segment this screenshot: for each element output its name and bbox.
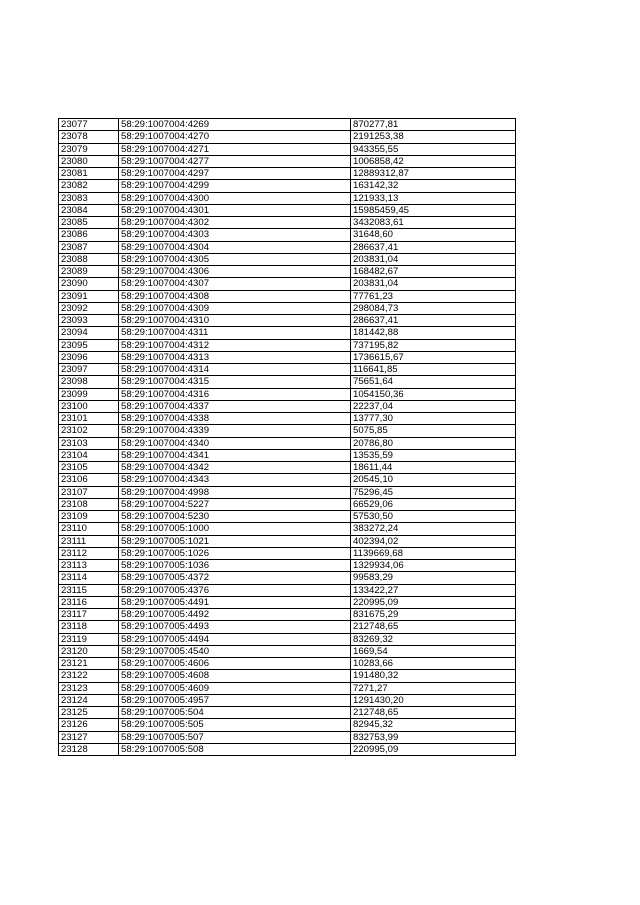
cadastral-number-cell: 58:29:1007004:4301	[119, 204, 351, 216]
table-row	[59, 266, 516, 278]
table-row	[59, 560, 516, 572]
cadastral-number-cell: 58:29:1007004:4312	[119, 339, 351, 351]
table-row	[59, 413, 516, 425]
row-number-cell: 23102	[59, 425, 119, 437]
value-cell: 1006858,42	[351, 155, 516, 167]
row-number-cell: 23078	[59, 131, 119, 143]
cadastral-number-cell: 58:29:1007004:4271	[119, 143, 351, 155]
value-cell: 75651,64	[351, 376, 516, 388]
value-cell: 66529,06	[351, 498, 516, 510]
row-number-cell: 23081	[59, 168, 119, 180]
value-cell: 3432083,61	[351, 217, 516, 229]
table-row	[59, 658, 516, 670]
row-number-cell: 23108	[59, 498, 119, 510]
value-cell: 13535,59	[351, 449, 516, 461]
value-cell: 1054150,36	[351, 388, 516, 400]
table-row	[59, 364, 516, 376]
table-row	[59, 694, 516, 706]
row-number-cell: 23126	[59, 719, 119, 731]
cadastral-number-cell: 58:29:1007004:4270	[119, 131, 351, 143]
table-row	[59, 633, 516, 645]
row-number-cell: 23121	[59, 658, 119, 670]
value-cell: 402394,02	[351, 535, 516, 547]
table-row	[59, 180, 516, 192]
cadastral-number-cell: 58:29:1007004:4308	[119, 290, 351, 302]
cadastral-number-cell: 58:29:1007005:1036	[119, 560, 351, 572]
row-number-cell: 23082	[59, 180, 119, 192]
table-row	[59, 731, 516, 743]
table-row	[59, 462, 516, 474]
cadastral-number-cell: 58:29:1007004:4343	[119, 474, 351, 486]
table-row	[59, 143, 516, 155]
table-row	[59, 609, 516, 621]
value-cell: 163142,32	[351, 180, 516, 192]
cadastral-number-cell: 58:29:1007005:4957	[119, 694, 351, 706]
table-row	[59, 204, 516, 216]
table-row	[59, 584, 516, 596]
table-row	[59, 131, 516, 143]
row-number-cell: 23084	[59, 204, 119, 216]
table-row	[59, 474, 516, 486]
table-row	[59, 535, 516, 547]
cadastral-number-cell: 58:29:1007005:4491	[119, 596, 351, 608]
data-table	[58, 118, 516, 756]
cadastral-number-cell: 58:29:1007005:4494	[119, 633, 351, 645]
row-number-cell: 23103	[59, 437, 119, 449]
cadastral-number-cell: 58:29:1007004:4310	[119, 315, 351, 327]
cadastral-number-cell: 58:29:1007005:505	[119, 719, 351, 731]
table-row	[59, 229, 516, 241]
table-row	[59, 253, 516, 265]
table-row	[59, 119, 516, 131]
value-cell: 1291430,20	[351, 694, 516, 706]
cadastral-number-cell: 58:29:1007004:4341	[119, 449, 351, 461]
table-row	[59, 315, 516, 327]
row-number-cell: 23105	[59, 462, 119, 474]
cadastral-number-cell: 58:29:1007005:504	[119, 707, 351, 719]
table-row	[59, 241, 516, 253]
value-cell: 870277,81	[351, 119, 516, 131]
table-row	[59, 168, 516, 180]
table-row	[59, 511, 516, 523]
value-cell: 383272,24	[351, 523, 516, 535]
value-cell: 191480,32	[351, 670, 516, 682]
cadastral-number-cell: 58:29:1007005:4609	[119, 682, 351, 694]
row-number-cell: 23107	[59, 486, 119, 498]
table-row	[59, 547, 516, 559]
row-number-cell: 23095	[59, 339, 119, 351]
table-row	[59, 400, 516, 412]
table-row	[59, 278, 516, 290]
value-cell: 203831,04	[351, 253, 516, 265]
table-row	[59, 486, 516, 498]
cadastral-number-cell: 58:29:1007004:4342	[119, 462, 351, 474]
value-cell: 298084,73	[351, 302, 516, 314]
table-row	[59, 376, 516, 388]
table-row	[59, 596, 516, 608]
value-cell: 83269,32	[351, 633, 516, 645]
value-cell: 75296,45	[351, 486, 516, 498]
table-row	[59, 217, 516, 229]
value-cell: 121933,13	[351, 192, 516, 204]
cadastral-number-cell: 58:29:1007004:4300	[119, 192, 351, 204]
table-row	[59, 388, 516, 400]
value-cell: 737195,82	[351, 339, 516, 351]
row-number-cell: 23089	[59, 266, 119, 278]
row-number-cell: 23104	[59, 449, 119, 461]
row-number-cell: 23077	[59, 119, 119, 131]
value-cell: 82945,32	[351, 719, 516, 731]
cadastral-number-cell: 58:29:1007004:4269	[119, 119, 351, 131]
table-row	[59, 498, 516, 510]
table-row	[59, 572, 516, 584]
cadastral-number-cell: 58:29:1007004:4302	[119, 217, 351, 229]
value-cell: 31648,60	[351, 229, 516, 241]
value-cell: 181442,88	[351, 327, 516, 339]
cadastral-number-cell: 58:29:1007004:4304	[119, 241, 351, 253]
value-cell: 12889312,87	[351, 168, 516, 180]
value-cell: 10283,66	[351, 658, 516, 670]
row-number-cell: 23123	[59, 682, 119, 694]
cadastral-number-cell: 58:29:1007005:1000	[119, 523, 351, 535]
row-number-cell: 23096	[59, 351, 119, 363]
cadastral-number-cell: 58:29:1007004:4340	[119, 437, 351, 449]
table-row	[59, 719, 516, 731]
row-number-cell: 23087	[59, 241, 119, 253]
row-number-cell: 23085	[59, 217, 119, 229]
row-number-cell: 23098	[59, 376, 119, 388]
table-row	[59, 425, 516, 437]
cadastral-number-cell: 58:29:1007004:4311	[119, 327, 351, 339]
row-number-cell: 23115	[59, 584, 119, 596]
table-row	[59, 302, 516, 314]
row-number-cell: 23088	[59, 253, 119, 265]
value-cell: 220995,09	[351, 596, 516, 608]
cadastral-number-cell: 58:29:1007004:4299	[119, 180, 351, 192]
table-row	[59, 707, 516, 719]
cadastral-number-cell: 58:29:1007005:4606	[119, 658, 351, 670]
row-number-cell: 23114	[59, 572, 119, 584]
cadastral-number-cell: 58:29:1007004:4305	[119, 253, 351, 265]
cadastral-number-cell: 58:29:1007005:4492	[119, 609, 351, 621]
value-cell: 133422,27	[351, 584, 516, 596]
row-number-cell: 23122	[59, 670, 119, 682]
row-number-cell: 23094	[59, 327, 119, 339]
table-row	[59, 339, 516, 351]
row-number-cell: 23079	[59, 143, 119, 155]
value-cell: 1139669,68	[351, 547, 516, 559]
value-cell: 116641,85	[351, 364, 516, 376]
cadastral-number-cell: 58:29:1007005:4493	[119, 621, 351, 633]
row-number-cell: 23124	[59, 694, 119, 706]
cadastral-number-cell: 58:29:1007005:4608	[119, 670, 351, 682]
value-cell: 168482,67	[351, 266, 516, 278]
row-number-cell: 23116	[59, 596, 119, 608]
cadastral-number-cell: 58:29:1007004:4313	[119, 351, 351, 363]
table-row	[59, 645, 516, 657]
cadastral-number-cell: 58:29:1007004:5230	[119, 511, 351, 523]
cadastral-number-cell: 58:29:1007005:4376	[119, 584, 351, 596]
cadastral-number-cell: 58:29:1007004:4337	[119, 400, 351, 412]
row-number-cell: 23086	[59, 229, 119, 241]
value-cell: 15985459,45	[351, 204, 516, 216]
cadastral-number-cell: 58:29:1007004:4316	[119, 388, 351, 400]
value-cell: 212748,65	[351, 707, 516, 719]
row-number-cell: 23111	[59, 535, 119, 547]
value-cell: 286637,41	[351, 241, 516, 253]
table-row	[59, 192, 516, 204]
table-row	[59, 670, 516, 682]
cadastral-number-cell: 58:29:1007005:4372	[119, 572, 351, 584]
table-row	[59, 743, 516, 755]
cadastral-number-cell: 58:29:1007005:508	[119, 743, 351, 755]
cadastral-number-cell: 58:29:1007005:4540	[119, 645, 351, 657]
row-number-cell: 23093	[59, 315, 119, 327]
row-number-cell: 23119	[59, 633, 119, 645]
value-cell: 203831,04	[351, 278, 516, 290]
row-number-cell: 23106	[59, 474, 119, 486]
value-cell: 212748,65	[351, 621, 516, 633]
value-cell: 57530,50	[351, 511, 516, 523]
table-row	[59, 290, 516, 302]
table-row	[59, 621, 516, 633]
row-number-cell: 23118	[59, 621, 119, 633]
row-number-cell: 23091	[59, 290, 119, 302]
cadastral-number-cell: 58:29:1007004:4307	[119, 278, 351, 290]
row-number-cell: 23110	[59, 523, 119, 535]
value-cell: 831675,29	[351, 609, 516, 621]
row-number-cell: 23100	[59, 400, 119, 412]
row-number-cell: 23101	[59, 413, 119, 425]
value-cell: 99583,29	[351, 572, 516, 584]
row-number-cell: 23113	[59, 560, 119, 572]
value-cell: 77761,23	[351, 290, 516, 302]
row-number-cell: 23080	[59, 155, 119, 167]
row-number-cell: 23109	[59, 511, 119, 523]
row-number-cell: 23112	[59, 547, 119, 559]
value-cell: 1736615,67	[351, 351, 516, 363]
value-cell: 20545,10	[351, 474, 516, 486]
value-cell: 18611,44	[351, 462, 516, 474]
value-cell: 22237,04	[351, 400, 516, 412]
cadastral-number-cell: 58:29:1007004:4339	[119, 425, 351, 437]
table-row	[59, 449, 516, 461]
row-number-cell: 23083	[59, 192, 119, 204]
table-row	[59, 351, 516, 363]
value-cell: 2191253,38	[351, 131, 516, 143]
table-row	[59, 155, 516, 167]
cadastral-number-cell: 58:29:1007004:4306	[119, 266, 351, 278]
value-cell: 1329934,06	[351, 560, 516, 572]
cadastral-number-cell: 58:29:1007004:4338	[119, 413, 351, 425]
table-row	[59, 437, 516, 449]
value-cell: 832753,99	[351, 731, 516, 743]
cadastral-number-cell: 58:29:1007004:4303	[119, 229, 351, 241]
value-cell: 943355,55	[351, 143, 516, 155]
row-number-cell: 23125	[59, 707, 119, 719]
cadastral-number-cell: 58:29:1007005:1026	[119, 547, 351, 559]
row-number-cell: 23092	[59, 302, 119, 314]
row-number-cell: 23090	[59, 278, 119, 290]
value-cell: 1669,54	[351, 645, 516, 657]
value-cell: 5075,85	[351, 425, 516, 437]
row-number-cell: 23128	[59, 743, 119, 755]
row-number-cell: 23127	[59, 731, 119, 743]
cadastral-number-cell: 58:29:1007004:4998	[119, 486, 351, 498]
cadastral-number-cell: 58:29:1007005:1021	[119, 535, 351, 547]
value-cell: 220995,09	[351, 743, 516, 755]
cadastral-number-cell: 58:29:1007004:4297	[119, 168, 351, 180]
cadastral-number-cell: 58:29:1007004:5227	[119, 498, 351, 510]
cadastral-number-cell: 58:29:1007004:4309	[119, 302, 351, 314]
cadastral-number-cell: 58:29:1007005:507	[119, 731, 351, 743]
value-cell: 13777,30	[351, 413, 516, 425]
cadastral-number-cell: 58:29:1007004:4277	[119, 155, 351, 167]
cadastral-number-cell: 58:29:1007004:4314	[119, 364, 351, 376]
value-cell: 20786,80	[351, 437, 516, 449]
row-number-cell: 23117	[59, 609, 119, 621]
table-row	[59, 682, 516, 694]
row-number-cell: 23097	[59, 364, 119, 376]
value-cell: 7271,27	[351, 682, 516, 694]
row-number-cell: 23099	[59, 388, 119, 400]
row-number-cell: 23120	[59, 645, 119, 657]
value-cell: 286637,41	[351, 315, 516, 327]
table-row	[59, 523, 516, 535]
cadastral-number-cell: 58:29:1007004:4315	[119, 376, 351, 388]
table-body	[59, 119, 516, 756]
table-row	[59, 327, 516, 339]
